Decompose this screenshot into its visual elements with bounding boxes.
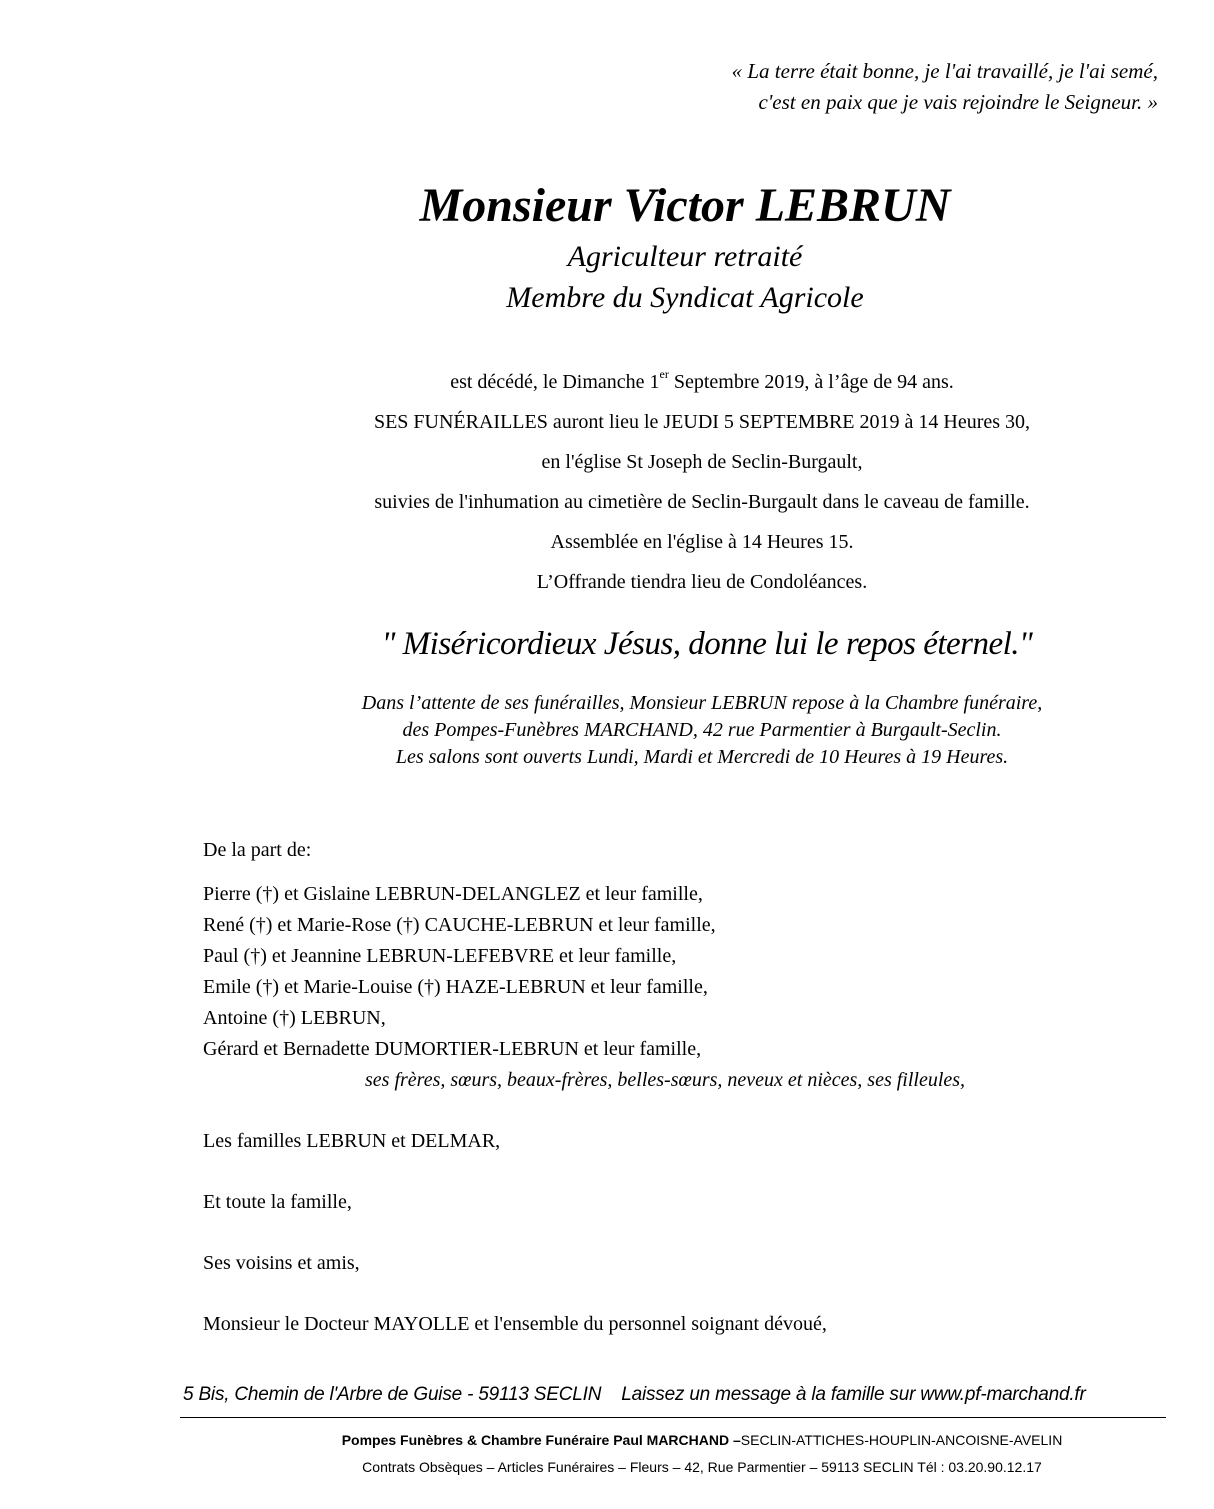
deceased-name: Monsieur Victor LEBRUN <box>419 179 951 232</box>
death-announcement <box>0 362 1214 602</box>
offering-line: L’Offrande tiendra lieu de Condoléances. <box>536 571 868 593</box>
sibling-line: René (†) et Marie-Rose (†) CAUCHE-LEBRUN et leur famille, <box>203 914 716 936</box>
services-line: Contrats Obsèques – Articles Funéraires – Fleurs – 42, Rue Parmentier – 59113 SECLIN Tél : 03.20.90.12.17 <box>362 1459 1042 1475</box>
footer-address-line <box>183 1380 1086 1410</box>
deceased-occupation: Agriculteur retraité <box>567 240 803 273</box>
church-line: en l'église St Joseph de Seclin-Burgault, <box>541 451 863 473</box>
deceased-membership: Membre du Syndicat Agricole <box>506 281 864 314</box>
neighbors-line: Ses voisins et amis, <box>203 1252 360 1274</box>
doctor-line: Monsieur le Docteur MAYOLLE et l'ensemble du personnel soignant dévoué, <box>203 1313 827 1335</box>
company-line <box>0 1427 1214 1454</box>
whole-family-line: Et toute la famille, <box>203 1191 352 1213</box>
relation-line: ses frères, sœurs, beaux-frères, belles-sœurs, neveux et nièces, ses filleules, <box>365 1069 966 1091</box>
footer-address: 5 Bis, Chemin de l'Arbre de Guise - 59113 SECLIN <box>183 1384 602 1405</box>
sibling-line: Gérard et Bernadette DUMORTIER-LEBRUN et leur famille, <box>203 1038 702 1060</box>
company-locations: SECLIN-ATTICHES-HOUPLIN-ANCOISNE-AVELIN <box>740 1432 1063 1448</box>
death-date-suffix: Septembre 2019, à l’âge de 94 ans. <box>668 371 954 393</box>
footer-divider <box>180 1417 1166 1418</box>
death-date-prefix: est décédé, le Dimanche 1 <box>450 371 660 393</box>
deceased-titles <box>0 236 1214 318</box>
family-list <box>203 835 965 1340</box>
repose-line-1: Dans l’attente de ses funérailles, Monsieur LEBRUN repose à la Chambre funéraire, <box>361 692 1043 714</box>
company-name: Pompes Funèbres & Chambre Funéraire Paul MARCHAND – <box>341 1432 741 1448</box>
epigraph <box>732 56 1158 118</box>
death-date-ordinal: er <box>659 367 669 382</box>
epigraph-line-1: « La terre était bonne, je l'ai travaillé, je l'ai semé, <box>731 59 1158 83</box>
footer-message: Laissez un message à la famille sur www.pf-marchand.fr <box>621 1384 1086 1405</box>
repose-line-3: Les salons sont ouverts Lundi, Mardi et Mercredi de 10 Heures à 19 Heures. <box>395 746 1009 768</box>
sibling-line: Pierre (†) et Gislaine LEBRUN-DELANGLEZ et leur famille, <box>203 883 703 905</box>
footer-company <box>0 1427 1214 1481</box>
death-date-line <box>0 362 1214 402</box>
funeral-line: SES FUNÉRAILLES auront lieu le JEUDI 5 SEPTEMBRE 2019 à 14 Heures 30, <box>373 411 1031 433</box>
sibling-line: Emile (†) et Marie-Louise (†) HAZE-LEBRUN et leur famille, <box>203 976 708 998</box>
sibling-line: Paul (†) et Jeannine LEBRUN-LEFEBVRE et leur famille, <box>203 945 677 967</box>
families-line: Les familles LEBRUN et DELMAR, <box>203 1130 501 1152</box>
sibling-line: Antoine (†) LEBRUN, <box>203 1007 386 1029</box>
epigraph-line-2: c'est en paix que je vais rejoindre le Seigneur. » <box>758 90 1158 114</box>
assembly-line: Assemblée en l'église à 14 Heures 15. <box>550 531 854 553</box>
burial-line: suivies de l'inhumation au cimetière de Seclin-Burgault dans le caveau de famille. <box>374 491 1030 513</box>
from-label: De la part de: <box>203 839 312 861</box>
repose-line-2: des Pompes-Funèbres MARCHAND, 42 rue Parmentier à Burgault-Seclin. <box>402 719 1002 741</box>
repose-information <box>0 690 1214 771</box>
prayer: " Miséricordieux Jésus, donne lui le repos éternel." <box>381 626 1033 662</box>
